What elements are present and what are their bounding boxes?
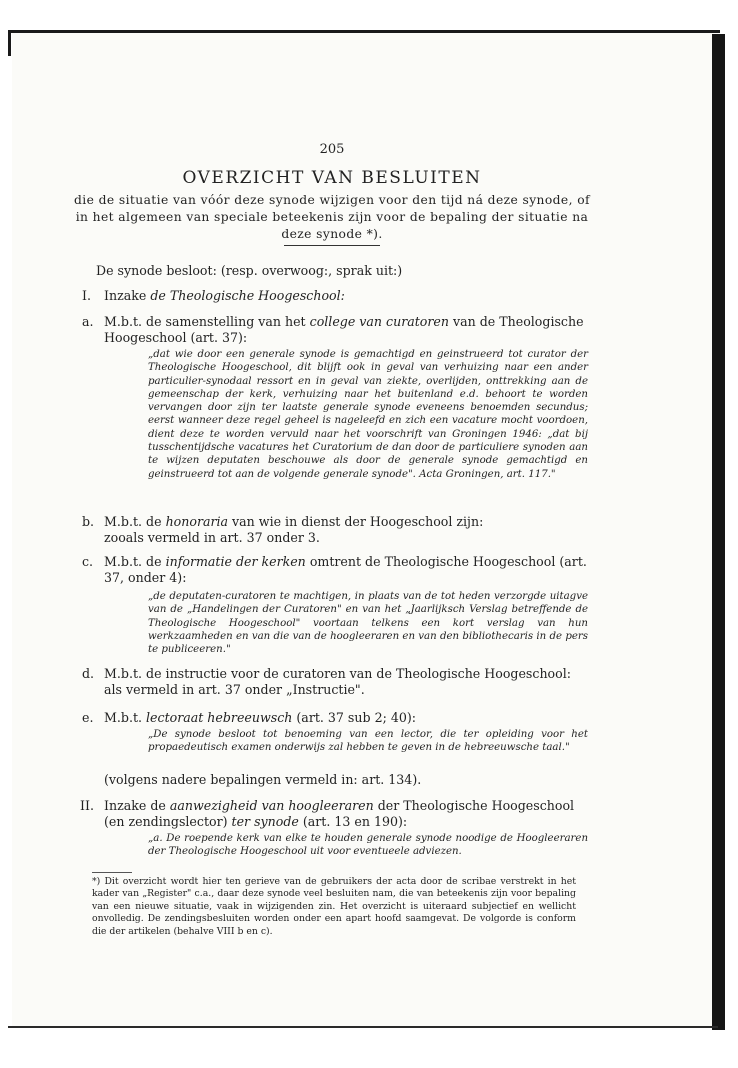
item-a-line2: Hoogeschool (art. 37): xyxy=(104,330,248,345)
item-b-suffix: van wie in dienst der Hoogeschool zijn: xyxy=(228,514,484,529)
page-title: OVERZICHT VAN BESLUITEN xyxy=(182,168,482,188)
section-II-topic: aanwezigheid van hoogleeraren xyxy=(169,798,374,813)
item-c-suffix: omtrent de Theologische Hoogeschool (art. xyxy=(305,554,587,569)
section-II-line1 xyxy=(104,798,604,814)
section-I-topic: de Theologische Hoogeschool: xyxy=(150,288,345,303)
page-subtitle: die de situatie van vóór deze synode wijzigen voor den tijd ná deze synode, of in het algemeen van speciale beteekenis zijn voor de bepaling der situatie na deze synode *). xyxy=(74,193,590,241)
item-e-suffix: (art. 37 sub 2; 40): xyxy=(292,710,417,725)
item-e-topic: lectoraat hebreeuwsch xyxy=(146,710,293,725)
item-d-label: d. xyxy=(82,666,95,681)
item-a-label: a. xyxy=(82,314,94,329)
item-c-quote: „de deputaten-curatoren te machtigen, in plaats van de tot heden verzorgde uitagve van de „Handelingen der Curatoren" en van het „Jaarlijksch Verslag betreffende de Theologische Hoogeschool" voortaan telkens een kort verslag van hun werkzaamheden en van die van de hoogleeraren en van den bibliothecaris in de pers te publiceeren." xyxy=(148,591,588,656)
item-e-line1 xyxy=(104,710,584,726)
scan-edge-bottom xyxy=(8,1026,718,1028)
section-II-prefix: Inzake de xyxy=(104,798,170,813)
scan-edge-top xyxy=(8,30,720,33)
section-II-label: II. xyxy=(80,798,94,813)
item-c-topic: informatie der kerken xyxy=(165,554,306,569)
section-I-heading xyxy=(104,288,584,304)
scan-edge-left xyxy=(8,30,11,56)
item-c-label: c. xyxy=(82,554,94,569)
item-d-line2: als vermeld in art. 37 onder „Instructie". xyxy=(104,682,365,697)
document-page xyxy=(12,30,718,1028)
section-II-quote: „a. De roepende kerk van elke te houden generale synode noodige de Hoogleeraren der Theologische Hoogeschool uit voor eventueele adviezen. xyxy=(148,833,588,858)
section-II-line2-topic: ter synode xyxy=(231,814,299,829)
page-number: 205 xyxy=(319,142,345,157)
intro-text: De synode besloot: (resp. overwoog:, sprak uit:) xyxy=(96,263,403,278)
item-a-suffix: van de Theologische xyxy=(448,314,584,329)
item-c-line1 xyxy=(104,554,604,570)
section-II-line2-suffix: (art. 13 en 190): xyxy=(298,814,408,829)
footnote-divider xyxy=(92,872,132,873)
item-a-topic: college van curatoren xyxy=(309,314,449,329)
section-I-label: I. xyxy=(82,288,91,303)
item-b-line1 xyxy=(104,514,584,530)
item-b-topic: honoraria xyxy=(165,514,229,529)
item-d-line1: M.b.t. de instructie voor de curatoren van de Theologische Hoogeschool: xyxy=(104,666,571,681)
title-divider xyxy=(284,245,380,246)
footnote: *) Dit overzicht wordt hier ten gerieve van de gebruikers der acta door de scribae verstrekt in het kader van „Register" c.a., daar deze synode veel besluiten nam, die van beteekenis zijn voor bepaling van een nieuwe situatie, vaak in wijzigenden zin. Het overzicht is uiteraard subjectief en wellicht onvolledig. De zendingsbesluiten worden onder een apart hoofd saamgevat. De volgorde is conform die der artikelen (behalve VIII b en c). xyxy=(92,876,576,937)
item-a-prefix: M.b.t. de samenstelling van het xyxy=(104,314,310,329)
item-c-prefix: M.b.t. de xyxy=(104,554,166,569)
item-a-quote: „dat wie door een generale synode is gemachtigd en geinstrueerd tot curator der Theologische Hoogeschool, dit blijft ook in geval van verhuizing naar een ander particulier-synodaal ressort en in geval van ziekte, overlijden, onttrekking aan de gemeenschap der kerk, verhuizing naar het buitenland e.d. behoort te worden vervangen door zijn ter laatste generale synode eveneens benoemden secundus; eerst wanneer deze regel geheel is nageleefd en zich een vacature mocht voordoen, dient deze te worden vervuld naar het voorschrift van Groningen 1946: „dat bij tusschentijdsche vacatures het Curatorium de dan door de particuliere synoden aan te wijzen deputaten beschouwe als door de generale synode gemachtigd en geinstrueerd tot aan de volgende generale synode". Acta Groningen, art. 117." xyxy=(148,349,588,480)
section-II-line2-prefix: (en zendingslector) xyxy=(104,814,232,829)
section-II-line2 xyxy=(104,814,584,830)
item-a-line1 xyxy=(104,314,594,330)
item-e-after: (volgens nadere bepalingen vermeld in: art. 134). xyxy=(104,772,422,787)
item-b-prefix: M.b.t. de xyxy=(104,514,166,529)
scan-edge-right xyxy=(712,34,725,1030)
item-e-label: e. xyxy=(82,710,94,725)
item-e-prefix: M.b.t. xyxy=(104,710,147,725)
item-b-label: b. xyxy=(82,514,95,529)
section-I-prefix: Inzake xyxy=(104,288,151,303)
section-II-suffix: der Theologische Hoogeschool xyxy=(373,798,575,813)
item-b-line2: zooals vermeld in art. 37 onder 3. xyxy=(104,530,320,545)
item-e-quote: „De synode besloot tot benoeming van een lector, die ter opleiding voor het propaedeutisch examen onderwijs zal hebben te geven in de hebreeuwsche taal." xyxy=(148,729,588,754)
item-c-line2: 37, onder 4): xyxy=(104,570,187,585)
